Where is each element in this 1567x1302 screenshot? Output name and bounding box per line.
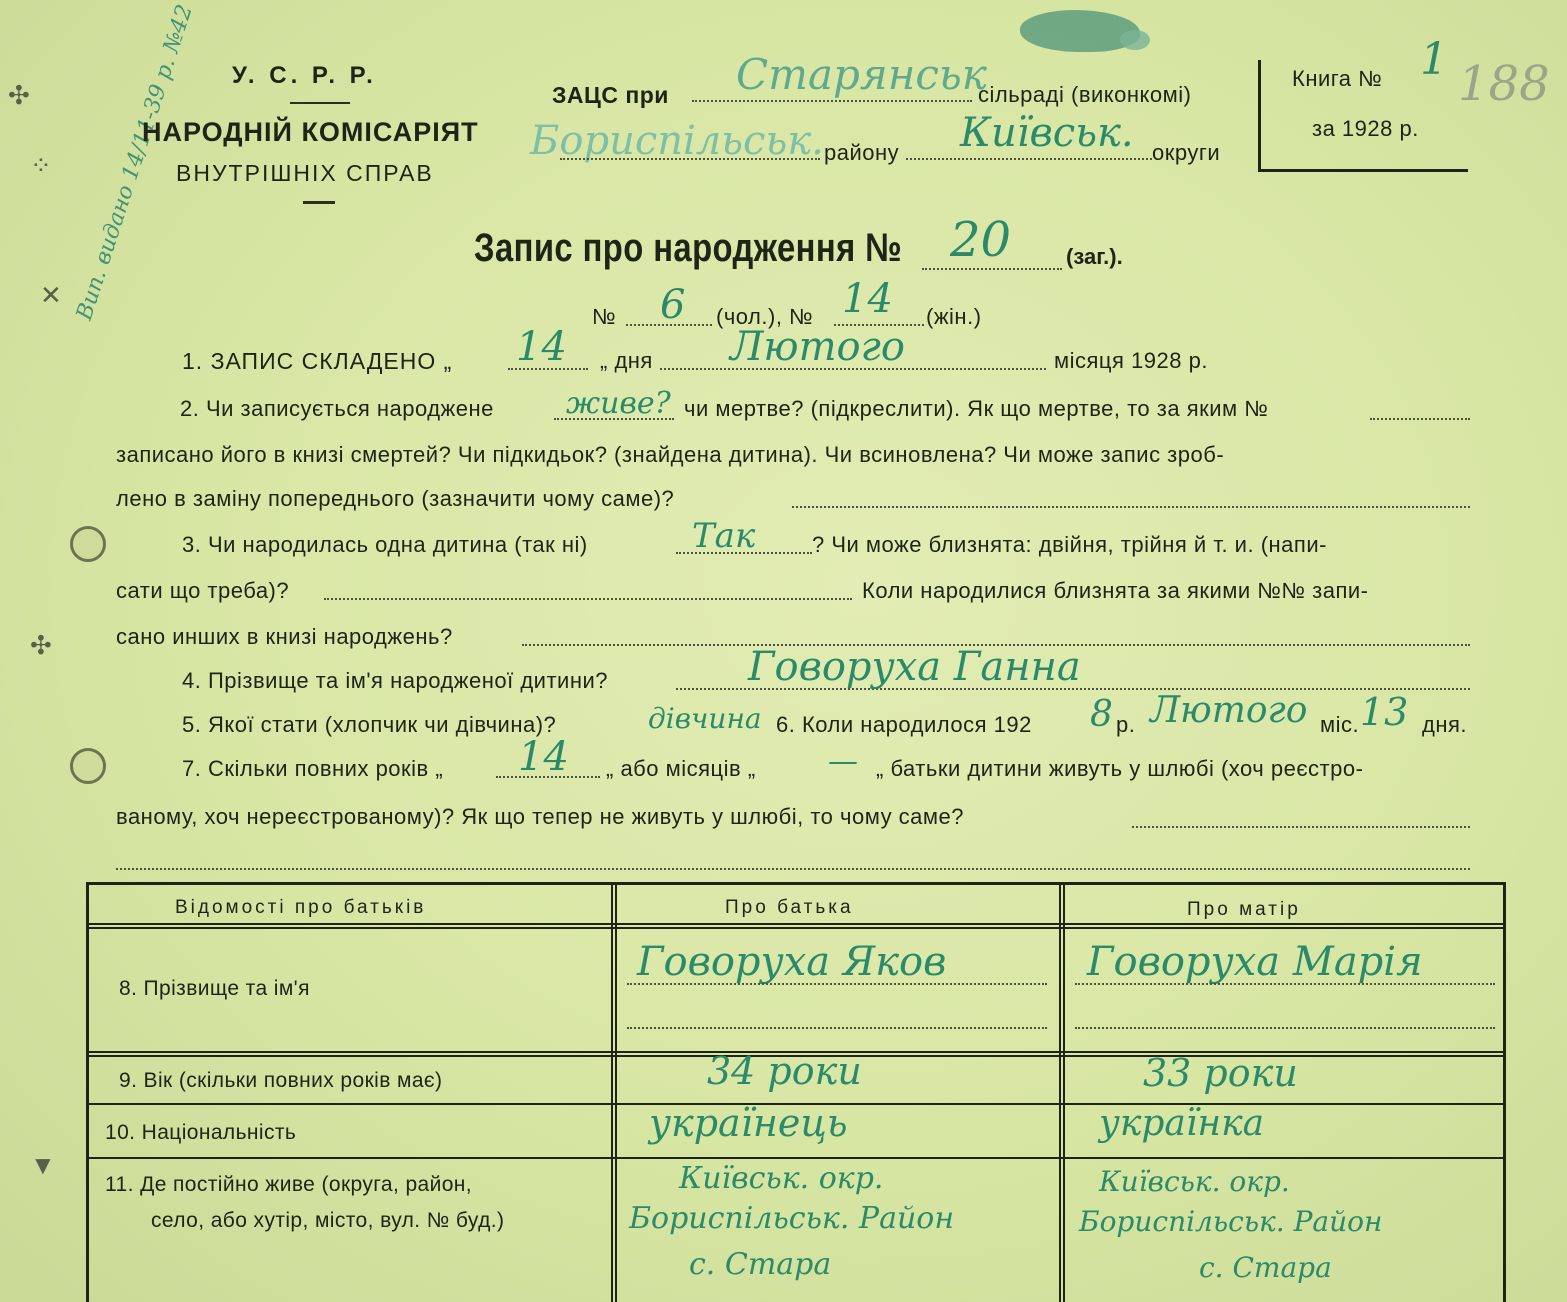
father-name: Говоруха Яков — [637, 939, 947, 985]
document-title: Запис про народження № — [474, 226, 903, 270]
title-number: 20 — [950, 212, 1012, 268]
row-label-nationality: 10. Національність — [105, 1121, 297, 1144]
table-divider — [611, 885, 617, 1302]
q2-alive: живе? — [566, 386, 671, 421]
q1-day: 14 — [516, 324, 567, 370]
father-residence-3: с. Стара — [689, 1247, 832, 1282]
father-name-blank-2 — [627, 1027, 1047, 1029]
margin-note: Вип. видано 14/11-39 р. №42 — [72, 1, 198, 324]
male-number: 6 — [660, 282, 686, 328]
father-age: 34 роки — [707, 1049, 862, 1093]
q2-line1-a: 2. Чи записується народжене — [180, 396, 494, 421]
q7-line1-b: „ або місяців „ — [606, 756, 756, 781]
book-number: 1 — [1420, 34, 1448, 85]
q2-line2: записано його в книзі смертей? Чи підкидьок? (знайдена дитина). Чи всиновлена? Чи може запис зроб- — [116, 442, 1225, 467]
q3-line3: сано инших в книзі народжень? — [116, 624, 453, 649]
number-sign: № — [592, 304, 617, 329]
q3-line1-a: 3. Чи народилась одна дитина (так ні) — [182, 532, 588, 557]
table-divider — [1059, 885, 1065, 1302]
zags-label: ЗАЦС при — [552, 82, 669, 108]
q5-year-suffix: р. — [1116, 712, 1136, 737]
header-internal-affairs: ВНУТРІШНІХ СПРАВ — [176, 160, 434, 186]
q2-number-blank — [1370, 418, 1470, 420]
q2-line3: лено в заміну попереднього (зазначити чому саме)? — [116, 486, 675, 511]
rayon-handwritten: Бориспільськ. — [530, 118, 824, 164]
header-divider — [303, 201, 335, 204]
q4-label: 4. Прізвище та ім'я народженої дитини? — [182, 668, 609, 693]
zags-village-handwritten: Старянськ — [736, 50, 987, 99]
margin-mark: ✕ — [40, 280, 62, 310]
header-divider — [290, 102, 350, 104]
mother-name: Говоруха Марія — [1087, 939, 1423, 985]
q1-month-label: місяця 1928 р. — [1054, 348, 1208, 373]
mother-name-blank — [1075, 983, 1495, 985]
q7-months: — — [828, 744, 858, 779]
mother-residence-1: Київськ. окр. — [1099, 1165, 1290, 1198]
father-nationality: українець — [649, 1101, 848, 1145]
q3-single: Так — [692, 516, 756, 556]
female-number: 14 — [842, 276, 893, 322]
q1-label: 1. ЗАПИС СКЛАДЕНО „ — [182, 348, 453, 374]
parents-table — [86, 882, 1506, 1302]
binder-hole — [70, 526, 106, 562]
female-label: (жін.) — [926, 304, 982, 329]
q5-day-label: дня. — [1422, 712, 1468, 737]
table-divider — [89, 1157, 1503, 1159]
q7-reason-blank-2 — [116, 868, 1470, 870]
margin-mark: ✣ — [8, 80, 30, 110]
q5-sex: дівчина — [648, 702, 762, 735]
okruha-blank — [906, 158, 1152, 160]
q7-reason-blank — [1132, 826, 1470, 828]
father-residence-1: Київськ. окр. — [679, 1161, 884, 1196]
q1-month: Лютого — [730, 324, 905, 370]
table-divider — [89, 923, 1503, 929]
rayon-label: району — [824, 140, 900, 165]
margin-mark: ✣ — [30, 630, 52, 660]
q7-years: 14 — [518, 734, 569, 780]
q3-line2-a: сати що треба)? — [116, 578, 290, 603]
q2-line1-b: чи мертве? (підкреслити). Як що мертве, то за яким № — [684, 396, 1269, 421]
mother-residence-2: Бориспільськ. Район — [1079, 1205, 1383, 1238]
title-suffix: (заг.). — [1066, 244, 1123, 269]
col-header-mother: Про матір — [1187, 899, 1301, 920]
zags-silrada-label: сільраді (виконкомі) — [978, 82, 1192, 107]
okruha-handwritten: Київськ. — [960, 110, 1134, 156]
q2-replacement-blank — [792, 506, 1470, 508]
father-residence-2: Бориспільськ. Район — [629, 1201, 955, 1236]
q4-name: Говоруха Ганна — [748, 644, 1081, 690]
mother-name-blank-2 — [1075, 1027, 1495, 1029]
q7-line1-c: „ батьки дитини живуть у шлюбі (хоч реєстро- — [876, 756, 1364, 781]
mother-residence-3: с. Стара — [1199, 1251, 1332, 1284]
book-label: Книга № — [1292, 66, 1383, 91]
ink-stain — [1120, 30, 1150, 50]
q7-line2: ваному, хоч нереєстрованому)? Як що тепер не живуть у шлюбі, то чому саме? — [116, 804, 965, 829]
col-header-father: Про батька — [725, 897, 854, 918]
margin-mark: ▼ — [30, 1150, 56, 1180]
row-label-name: 8. Прізвище та ім'я — [119, 977, 310, 1000]
title-number-blank — [922, 268, 1062, 270]
header-ussr: У. С. Р. Р. — [232, 62, 377, 89]
father-name-blank — [627, 983, 1047, 985]
header-commissariat: НАРОДНІЙ КОМІСАРІЯТ — [142, 117, 479, 147]
q7-line1-a: 7. Скільки повних років „ — [182, 756, 444, 781]
mother-age: 33 роки — [1143, 1051, 1298, 1095]
q3-line1-b: ? Чи може близнята: двійня, трійня й т. и. (напи- — [812, 532, 1327, 557]
row-label-residence-2: село, або хутір, місто, вул. № буд.) — [151, 1209, 505, 1232]
okruha-label: округи — [1152, 140, 1221, 165]
q3-line2-b: Коли народилися близнята за якими №№ запи- — [862, 578, 1369, 603]
q3-twins-blank — [324, 598, 852, 600]
q5-label: 5. Якої стати (хлопчик чи дівчина)? — [182, 712, 557, 737]
col-header-info: Відомості про батьків — [175, 897, 427, 918]
row-label-age: 9. Вік (скільки повних років має) — [119, 1069, 443, 1092]
q5-day: 13 — [1360, 690, 1409, 734]
q5-month-label: міс. — [1320, 712, 1360, 737]
q1-day-label: „ дня — [600, 348, 653, 373]
q5-year-digit: 8 — [1090, 694, 1113, 735]
page-number: 188 — [1458, 56, 1550, 112]
row-label-residence-1: 11. Де постійно живе (округа, район, — [105, 1173, 473, 1196]
book-year: за 1928 р. — [1312, 116, 1419, 141]
margin-mark: ⁘ — [30, 150, 52, 180]
zags-village-blank — [692, 100, 972, 102]
q5-born-label: 6. Коли народилося 192 — [776, 712, 1032, 737]
q5-month: Лютого — [1150, 690, 1308, 731]
mother-nationality: українка — [1099, 1103, 1265, 1144]
binder-hole — [70, 748, 106, 784]
male-label: (чол.), № — [716, 304, 814, 329]
rayon-blank — [560, 158, 820, 160]
